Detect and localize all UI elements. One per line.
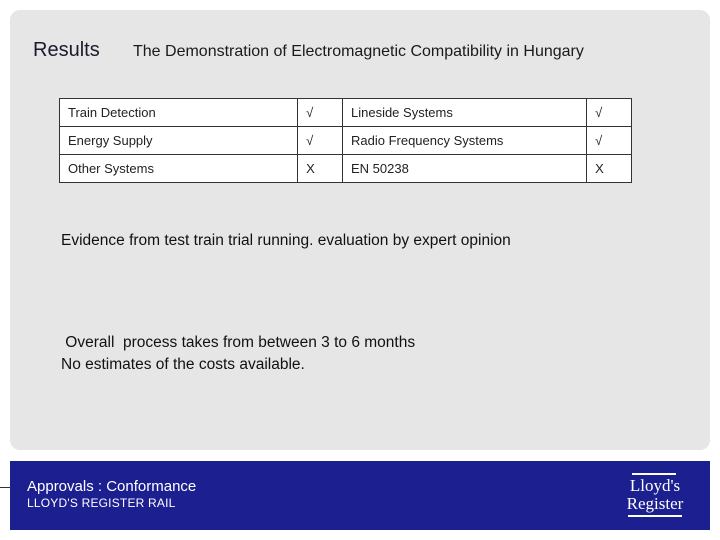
table-cell: √ [298,127,343,155]
cost-note-text: No estimates of the costs available. [61,356,305,373]
results-table [59,98,632,183]
table-cell: Lineside Systems [342,99,586,127]
logo-line1: Lloyd's [629,476,681,495]
table-row [60,127,632,155]
table-row [60,99,632,127]
section-label: Results [33,39,100,61]
table-cell: √ [298,99,343,127]
table-cell: EN 50238 [342,155,586,183]
table-cell: X [587,155,632,183]
table-cell: √ [587,99,632,127]
footer-subtitle: LLOYD'S REGISTER RAIL [27,496,176,510]
table-cell: Other Systems [60,155,298,183]
table-cell: √ [587,127,632,155]
table-cell: Radio Frequency Systems [342,127,586,155]
table-cell: X [298,155,343,183]
process-duration-text: Overall process takes from between 3 to 6 months [61,334,416,351]
table-row [60,155,632,183]
table-cell: Energy Supply [60,127,298,155]
logo-line2: Register [626,494,684,513]
table-cell: Train Detection [60,99,298,127]
slide-title: The Demonstration of Electromagnetic Compatibility in Hungary [133,43,584,60]
evidence-text: Evidence from test train trial running. evaluation by expert opinion [61,232,511,249]
footer-title: Approvals : Conformance [27,478,197,495]
footer-bar [10,461,710,530]
content-panel [10,10,710,450]
lloyds-register-logo [622,471,688,523]
